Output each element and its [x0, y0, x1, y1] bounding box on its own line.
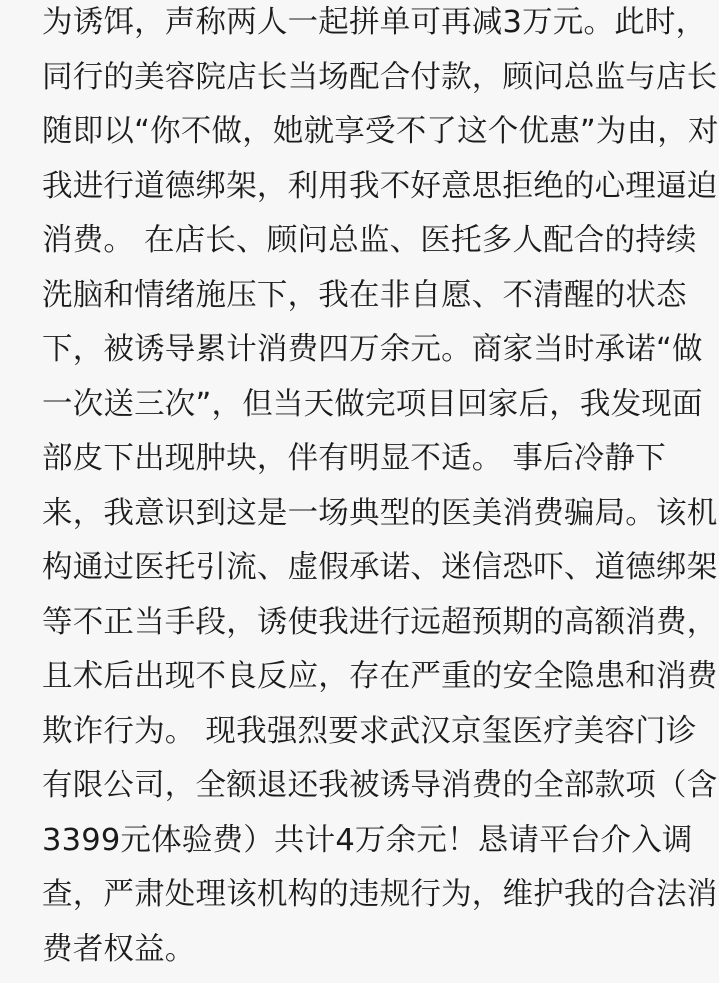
article-line: 我进行道德绑架，利用我不好意思拒绝的心理逼迫	[42, 166, 682, 221]
article-line: 部皮下出现肿块，伴有明显不适。 事后冷静下	[42, 438, 682, 493]
article-line: 消费。 在店长、顾问总监、医托多人配合的持续	[42, 220, 682, 275]
article-line: 3399元体验费）共计4万余元！恳请平台介入调	[42, 820, 682, 875]
article-line: 洗脑和情绪施压下，我在非自愿、不清醒的状态	[42, 275, 682, 330]
article-line: 下，被诱导累计消费四万余元。商家当时承诺“做	[42, 329, 682, 384]
article-line: 有限公司，全额退还我被诱导消费的全部款项（含	[42, 765, 682, 820]
article-line: 来，我意识到这是一场典型的医美消费骗局。该机	[42, 493, 682, 548]
article-line: 查，严肃处理该机构的违规行为，维护我的合法消	[42, 874, 682, 929]
article-line: 一次送三次”，但当天做完项目回家后，我发现面	[42, 384, 682, 439]
article-line: 费者权益。	[42, 929, 682, 983]
article-line: 欺诈行为。 现我强烈要求武汉京玺医疗美容门诊	[42, 711, 682, 766]
article-line: 构通过医托引流、虚假承诺、迷信恐吓、道德绑架	[42, 547, 682, 602]
article-line: 随即以“你不做，她就享受不了这个优惠”为由，对	[42, 111, 682, 166]
article-line: 为诱饵，声称两人一起拼单可再减3万元。此时，	[42, 2, 682, 57]
article-line: 且术后出现不良反应，存在严重的安全隐患和消费	[42, 656, 682, 711]
article-line: 等不正当手段，诱使我进行远超预期的高额消费，	[42, 602, 682, 657]
complaint-article	[42, 2, 682, 983]
article-line: 同行的美容院店长当场配合付款，顾问总监与店长	[42, 57, 682, 112]
